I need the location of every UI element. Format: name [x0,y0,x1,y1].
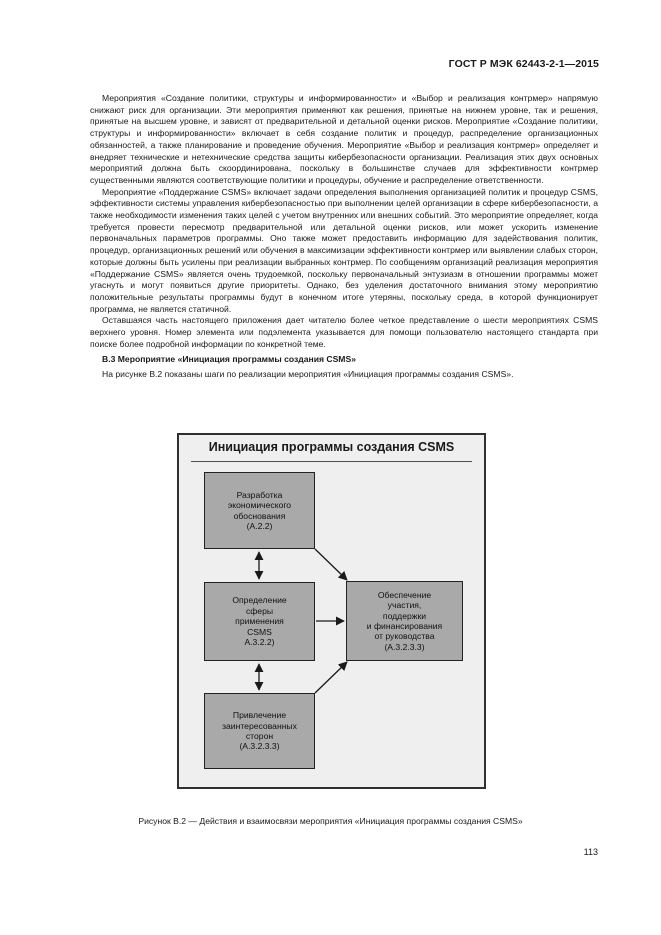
title-divider [191,461,472,462]
standard-header: ГОСТ Р МЭК 62443-2-1—2015 [448,58,599,70]
section-heading: В.3 Мероприятие «Инициация программы создания CSMS» [102,354,356,365]
paragraph-2: Мероприятие «Поддержание CSMS» включает задачи определения выполнения организацией политик и процедур CSMS, эффективности системы управления кибербезопасностью при выполнении целей организации в сфере кибербезопасности, а также необходимости изменения таких целей с учетом внутренних или внешних событий. Это мероприятие определяет, когда требуется провести пересмотр предварительной или детальной оценки рисков, или может ускорить изменение первоначальных параметров программы. Оно также может предоставить информацию для задействования политик, процедур, организационных решений или обучения в максимизации эффективности контрмер или выявлении слабых сторон, которые должны быть усилены при реализации выбранных контрмер. По сообщениям организаций реализация мероприятия «Поддержание CSMS» является очень трудоемкой, поскольку первоначальный энтузиазм в отношении программы может угаснуть и могут появиться другие приоритеты. Однако, без уделения достаточного внимания этому мероприятию положительные результаты программы будут в конечном итоге утеряны, поскольку среда, в которой функционирует программа, не является статичной. [90,186,598,314]
box-line: от руководства [374,631,435,642]
business-rationale-box [204,472,315,549]
box-line: сторон [245,731,274,741]
paragraph-3: Оставшаяся часть настоящего приложения дает читателю более четкое представление о шести мероприятиях CSMS верхнего уровня. Номер элемента или подэлемента указывается для помощи пользователю настоящего стандарта при поиске более подробной информации по конкретной теме. [90,315,598,349]
box-line: (А.2.2) [246,520,273,531]
box-line: заинтересованных [222,720,297,731]
box-line: и финансирования [366,621,443,631]
box-line: участия, [387,600,422,611]
box-line: обоснования [233,510,286,521]
box-line: Определение [232,595,287,606]
stakeholders-box [204,693,315,769]
box-line: Привлечение [232,710,287,721]
box-line: поддержки [382,610,427,621]
section-intro: На рисунке В.2 показаны шаги по реализации мероприятия «Инициация программы создания CSMS». [102,369,514,380]
document-body [90,93,598,381]
box-line: А.3.2.2) [244,637,275,648]
box-line: (А.3.2.3.3) [384,641,425,652]
box-line: сферы [245,605,274,616]
box-line: Обеспечение [377,589,432,600]
box-line: применения [235,616,284,627]
scope-box [204,582,315,661]
diagram-title: Инициация программы создания CSMS [208,440,455,454]
box-line: экономического [227,500,292,511]
page-number: 113 [583,847,598,857]
management-support-box [346,581,463,661]
figure-caption: Рисунок В.2 — Действия и взаимосвязи мероприятия «Инициация программы создания CSMS» [138,816,523,826]
box-line: CSMS [247,626,272,637]
paragraph-1: Мероприятия «Создание политики, структуры и информированности» и «Выбор и реализация контрмер» напрямую снижают риск для организации. Эти мероприятия применяют как решения, принятые на нижнем уровне, так и решения, принятые на высшем уровне, и зависят от предварительной и детальной оценки рисков. Мероприятие «Создание политики, структуры и информированности» включает в себя создание политик и процедур, распределение организационных обязанностей, а также планирование и проведение обучения. Мероприятие «Выбор и реализация контрмер» определяет и внедряет технические и нетехнические средства защиты кибербезопасности организации. Реализация этих двух основных мероприятий должна быть скоординирована, поскольку в большинстве случаев для эффективности контрмер существенными являются соответствующие политики и процедуры, обучение и распределение ответственности. [90,93,598,185]
box-line: Разработка [236,489,283,500]
box-line: (А.3.2.3.3) [239,741,280,752]
